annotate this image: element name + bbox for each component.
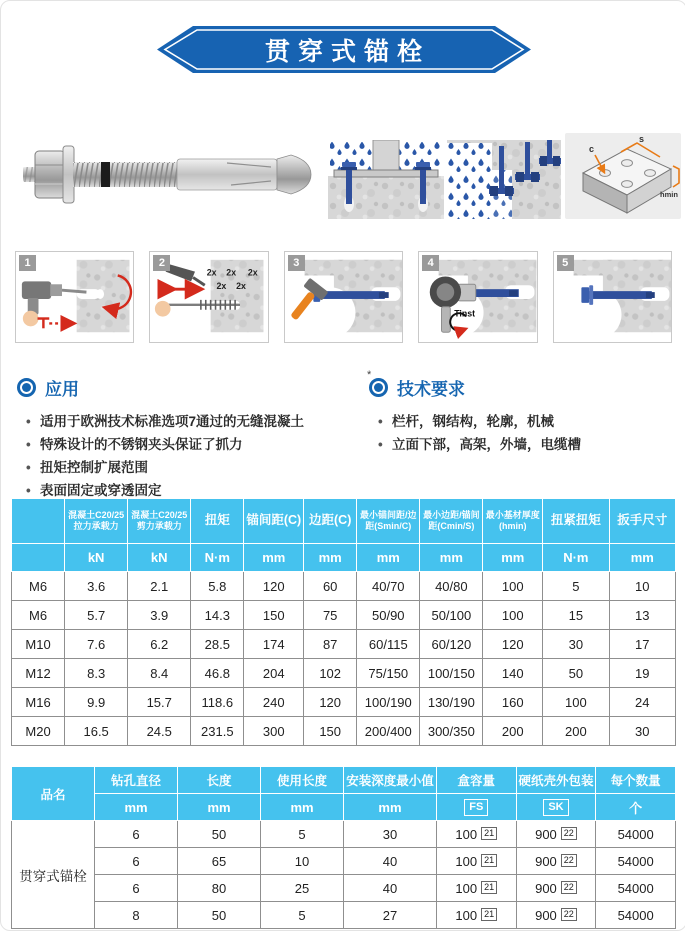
dim-label-spacing: s <box>639 134 645 144</box>
drill-diameter-cell: 6 <box>95 821 178 848</box>
unit-header: kN <box>65 544 128 572</box>
carton-pack-cell <box>516 848 596 875</box>
spec-cell: 120 <box>304 688 357 717</box>
spec-cell: 3.6 <box>65 572 128 601</box>
unit-header: N·m <box>543 544 609 572</box>
spec-cell: 150 <box>304 717 357 746</box>
unit-header: mm <box>244 544 304 572</box>
unit-header: mm <box>357 544 420 572</box>
use-length-cell: 5 <box>261 821 344 848</box>
column-header: 扭矩 <box>191 499 244 544</box>
install-depth-cell: 30 <box>344 821 437 848</box>
spec-cell: 87 <box>304 630 357 659</box>
spec-table-body <box>12 572 676 746</box>
spec-cell: 24.5 <box>128 717 191 746</box>
spec-cell: 100 <box>483 572 543 601</box>
column-header: 使用长度 <box>261 767 344 794</box>
repeat-mark: 2x <box>216 281 227 292</box>
page-title: 贯穿式锚栓 <box>264 37 430 66</box>
spec-cell: 60 <box>304 572 357 601</box>
size-label: M6 <box>12 601 65 630</box>
column-header: 最小基材厚度 (hmin) <box>483 499 543 544</box>
product-name: 贯穿式锚栓 <box>12 821 95 929</box>
step-number-badge: 4 <box>422 255 439 271</box>
info-sections <box>17 369 677 503</box>
size-label: M12 <box>12 659 65 688</box>
column-header: 边距(C) <box>304 499 357 544</box>
use-length-cell: 10 <box>261 848 344 875</box>
spec-cell: 3.9 <box>128 601 191 630</box>
spec-cell: 300 <box>244 717 304 746</box>
repeat-mark: 2x <box>226 267 237 278</box>
box-capacity-cell-badge: 21 <box>481 854 497 867</box>
column-header <box>12 499 65 544</box>
repeat-mark: 2x <box>207 267 217 278</box>
spec-cell: 130/190 <box>420 688 483 717</box>
application-list <box>25 411 369 503</box>
spec-cell: 200/400 <box>357 717 420 746</box>
column-header: 盒容量 <box>436 767 516 794</box>
spec-cell: 200 <box>483 717 543 746</box>
spec-header-row <box>12 499 676 544</box>
spec-cell: 28.5 <box>191 630 244 659</box>
bullseye-icon <box>369 378 388 397</box>
dim-label-thickness: hmin <box>660 190 678 199</box>
spec-cell: 24 <box>609 688 675 717</box>
unit-header: 个 <box>596 794 676 821</box>
repeat-mark: 2x <box>248 267 259 278</box>
unit-header: mm <box>420 544 483 572</box>
spec-cell: 60/120 <box>420 630 483 659</box>
unit-header: mm <box>483 544 543 572</box>
column-header: 混凝土C20/25 剪力承载力 <box>128 499 191 544</box>
column-header: 最小边距/锚间距(Cmin/S) <box>420 499 483 544</box>
size-label: M16 <box>12 688 65 717</box>
overhead-anchors-illustration <box>447 140 561 219</box>
box-capacity-cell-value: 100 <box>455 853 478 869</box>
spec-cell: 60/115 <box>357 630 420 659</box>
requirements-title: 技术要求 <box>397 380 465 399</box>
spec-cell: 9.9 <box>65 688 128 717</box>
dim-label-edge: c <box>589 144 595 154</box>
column-header: 钻孔直径 <box>95 767 178 794</box>
drill-diameter-cell: 6 <box>95 875 178 902</box>
bullseye-icon <box>17 378 36 397</box>
spec-cell: 140 <box>483 659 543 688</box>
column-header: 安装深度最小值 <box>344 767 437 794</box>
step-panel-3 <box>284 251 403 343</box>
box-capacity-cell <box>436 848 516 875</box>
quantity-cell: 54000 <box>596 902 676 929</box>
column-header: 长度 <box>178 767 261 794</box>
box-capacity-cell <box>436 875 516 902</box>
install-depth-cell: 27 <box>344 902 437 929</box>
packaging-row <box>12 902 676 929</box>
spec-cell: 15 <box>543 601 609 630</box>
length-cell: 65 <box>178 848 261 875</box>
list-item: • 表面固定或穿透固定 <box>25 480 369 503</box>
carton-pack-cell <box>516 875 596 902</box>
length-cell: 80 <box>178 875 261 902</box>
size-label: M20 <box>12 717 65 746</box>
spec-cell: 19 <box>609 659 675 688</box>
column-header: 扭紧扭矩 <box>543 499 609 544</box>
unit-header: mm <box>178 794 261 821</box>
requirements-list <box>377 411 677 457</box>
spec-cell: 40/80 <box>420 572 483 601</box>
spec-cell: 5 <box>543 572 609 601</box>
spec-cell: 16.5 <box>65 717 128 746</box>
spec-cell: 8.3 <box>65 659 128 688</box>
use-length-cell: 5 <box>261 902 344 929</box>
box-capacity-cell <box>436 902 516 929</box>
box-capacity-cell-badge: 21 <box>481 827 497 840</box>
installation-steps <box>15 251 672 343</box>
spec-cell: 14.3 <box>191 601 244 630</box>
column-header: 混凝土C20/25 拉力承载力 <box>65 499 128 544</box>
packaging-units-row <box>12 794 676 821</box>
size-label: M6 <box>12 572 65 601</box>
spec-cell: 120 <box>244 572 304 601</box>
box-capacity-cell-value: 100 <box>455 907 478 923</box>
title-banner <box>157 26 531 73</box>
carton-pack-cell-value: 900 <box>535 826 557 842</box>
spec-cell: 75 <box>304 601 357 630</box>
column-header: 每个数量 <box>596 767 676 794</box>
spec-cell: 75/150 <box>357 659 420 688</box>
packaging-row <box>12 848 676 875</box>
spec-cell: 102 <box>304 659 357 688</box>
spec-cell: 50 <box>543 659 609 688</box>
step-panel-4 <box>418 251 537 343</box>
carton-pack-cell-value: 900 <box>535 907 557 923</box>
length-cell: 50 <box>178 902 261 929</box>
spec-cell: 100/190 <box>357 688 420 717</box>
spec-cell: 30 <box>609 717 675 746</box>
spec-cell: 118.6 <box>191 688 244 717</box>
unit-header <box>436 794 516 821</box>
drill-diameter-cell: 6 <box>95 848 178 875</box>
quantity-cell: 54000 <box>596 875 676 902</box>
spec-cell: 150 <box>244 601 304 630</box>
carton-pack-cell-badge: 22 <box>561 908 577 921</box>
carton-pack-cell-badge: 22 <box>561 881 577 894</box>
unit-header: mm <box>609 544 675 572</box>
spec-cell: 200 <box>543 717 609 746</box>
spec-row <box>12 688 676 717</box>
application-section <box>17 375 369 503</box>
install-depth-cell: 40 <box>344 848 437 875</box>
box-capacity-cell-badge: 21 <box>481 908 497 921</box>
spec-row <box>12 601 676 630</box>
sk-tag: SK <box>543 799 568 816</box>
unit-header: mm <box>344 794 437 821</box>
packaging-header-row <box>12 767 676 794</box>
spec-cell: 10 <box>609 572 675 601</box>
requirements-section <box>367 369 677 503</box>
unit-header: mm <box>261 794 344 821</box>
spec-row <box>12 572 676 601</box>
spec-row <box>12 659 676 688</box>
column-header: 锚间距(C) <box>244 499 304 544</box>
spec-cell: 17 <box>609 630 675 659</box>
spec-cell: 120 <box>483 630 543 659</box>
packaging-table-body <box>12 821 676 929</box>
step-panel-5 <box>553 251 672 343</box>
unit-header: kN <box>128 544 191 572</box>
spec-cell: 100/150 <box>420 659 483 688</box>
list-item: • 立面下部，高架，外墙，电缆槽 <box>377 434 677 457</box>
unit-header: mm <box>304 544 357 572</box>
spec-cell: 174 <box>244 630 304 659</box>
packaging-table <box>11 766 676 929</box>
repeat-mark: 2x <box>236 281 247 292</box>
step-panel-1 <box>15 251 134 343</box>
column-header: 扳手尺寸 <box>609 499 675 544</box>
footnote-star: * <box>367 369 372 381</box>
spec-table <box>11 498 676 746</box>
drill-diameter-cell: 8 <box>95 902 178 929</box>
install-depth-cell: 40 <box>344 875 437 902</box>
box-capacity-cell-badge: 21 <box>481 881 497 894</box>
carton-pack-cell-value: 900 <box>535 853 557 869</box>
spec-row <box>12 717 676 746</box>
carton-pack-cell-badge: 22 <box>561 854 577 867</box>
length-cell: 50 <box>178 821 261 848</box>
size-label: M10 <box>12 630 65 659</box>
spec-cell: 15.7 <box>128 688 191 717</box>
box-capacity-cell-value: 100 <box>455 880 478 896</box>
list-item: • 特殊设计的不锈钢夹头保证了抓力 <box>25 434 369 457</box>
spec-cell: 13 <box>609 601 675 630</box>
carton-pack-cell <box>516 902 596 929</box>
spec-cell: 240 <box>244 688 304 717</box>
unit-header <box>12 544 65 572</box>
list-item: • 栏杆，钢结构，轮廓，机械 <box>377 411 677 434</box>
spec-cell: 46.8 <box>191 659 244 688</box>
column-header: 最小锚间距/边距(Smin/C) <box>357 499 420 544</box>
box-capacity-cell-value: 100 <box>455 826 478 842</box>
step-number-badge: 1 <box>19 255 36 271</box>
carton-pack-cell <box>516 821 596 848</box>
list-item: • 适用于欧洲技术标准选项7通过的无缝混凝土 <box>25 411 369 434</box>
step-panel-2 <box>149 251 268 343</box>
spec-cell: 160 <box>483 688 543 717</box>
spec-cell: 100 <box>483 601 543 630</box>
packaging-row <box>12 821 676 848</box>
spec-cell: 300/350 <box>420 717 483 746</box>
spec-units-row <box>12 544 676 572</box>
spec-cell: 204 <box>244 659 304 688</box>
packaging-row <box>12 875 676 902</box>
step-number-badge: 5 <box>557 255 574 271</box>
application-header <box>17 375 369 400</box>
unit-header: mm <box>95 794 178 821</box>
box-capacity-cell <box>436 821 516 848</box>
spec-cell: 231.5 <box>191 717 244 746</box>
spec-cell: 6.2 <box>128 630 191 659</box>
fixture-rain-illustration <box>328 140 444 219</box>
spec-cell: 50/90 <box>357 601 420 630</box>
spec-cell: 50/100 <box>420 601 483 630</box>
step-number-badge: 2 <box>153 255 170 271</box>
application-title: 应用 <box>45 380 79 399</box>
column-header: 硬纸壳外包装 <box>516 767 596 794</box>
quantity-cell: 54000 <box>596 821 676 848</box>
unit-header: N·m <box>191 544 244 572</box>
spec-cell: 7.6 <box>65 630 128 659</box>
spec-cell: 40/70 <box>357 572 420 601</box>
step-number-badge: 3 <box>288 255 305 271</box>
list-item: • 扭矩控制扩展范围 <box>25 457 369 480</box>
anchor-bolt-photo <box>9 115 314 235</box>
quantity-cell: 54000 <box>596 848 676 875</box>
unit-header <box>516 794 596 821</box>
carton-pack-cell-badge: 22 <box>561 827 577 840</box>
spec-cell: 8.4 <box>128 659 191 688</box>
carton-pack-cell-value: 900 <box>535 880 557 896</box>
torque-label: Tinst <box>454 308 476 319</box>
fs-tag: FS <box>464 799 488 816</box>
column-header: 品名 <box>12 767 95 821</box>
spec-cell: 2.1 <box>128 572 191 601</box>
spec-cell: 5.7 <box>65 601 128 630</box>
spec-cell: 5.8 <box>191 572 244 601</box>
spec-cell: 100 <box>543 688 609 717</box>
dimension-diagram <box>565 133 681 219</box>
spec-cell: 30 <box>543 630 609 659</box>
spec-row <box>12 630 676 659</box>
use-length-cell: 25 <box>261 875 344 902</box>
requirements-header <box>369 375 677 400</box>
